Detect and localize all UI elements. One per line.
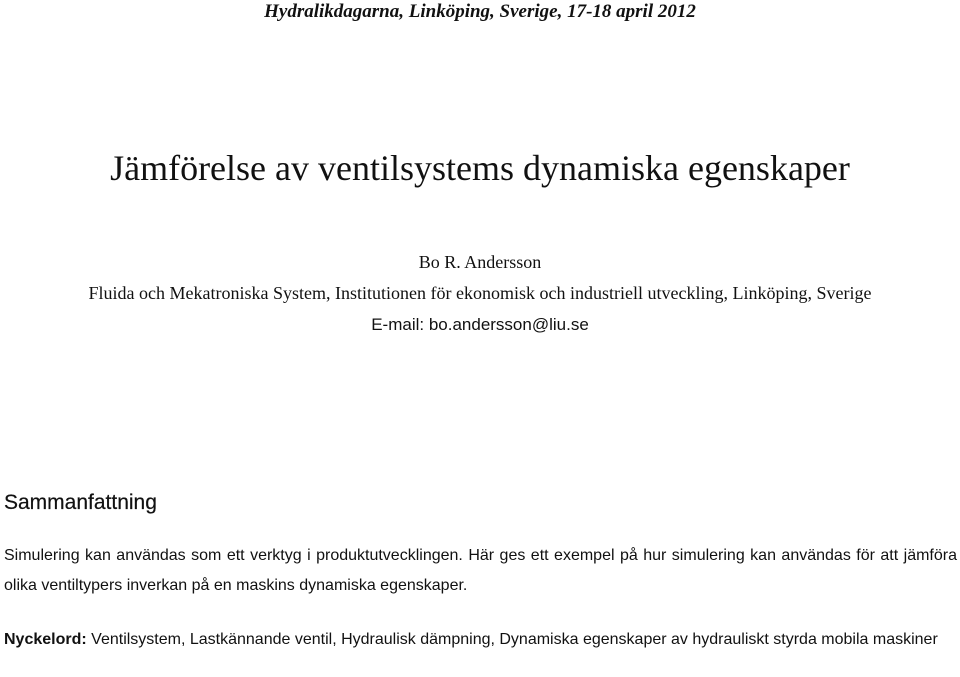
keywords-text: Ventilsystem, Lastkännande ventil, Hydraulisk dämpning, Dynamiska egenskaper av hydrauliskt styrda mobila maskiner (91, 631, 938, 648)
keywords-label: Nyckelord: (4, 631, 87, 648)
keywords-paragraph (4, 625, 957, 655)
abstract-heading: Sammanfattning (4, 491, 157, 514)
paper-title: Jämförelse av ventilsystems dynamiska egenskaper (110, 148, 850, 188)
author-email: E-mail: bo.andersson@liu.se (371, 315, 589, 334)
abstract-text: Simulering kan användas som ett verktyg i produktutvecklingen. Här ges ett exempel på hur simulering kan användas för att jämföra olika ventiltypers inverkan på en maskins dynamiska egenskaper. (4, 547, 957, 594)
conference-header: Hydralikdagarna, Linköping, Sverige, 17-18 april 2012 (264, 1, 696, 22)
author-block (0, 247, 960, 340)
author-name: Bo R. Andersson (418, 252, 542, 272)
author-affiliation: Fluida och Mekatroniska System, Institutionen för ekonomisk och industriell utveckling, Linköping, Sverige (88, 283, 872, 303)
